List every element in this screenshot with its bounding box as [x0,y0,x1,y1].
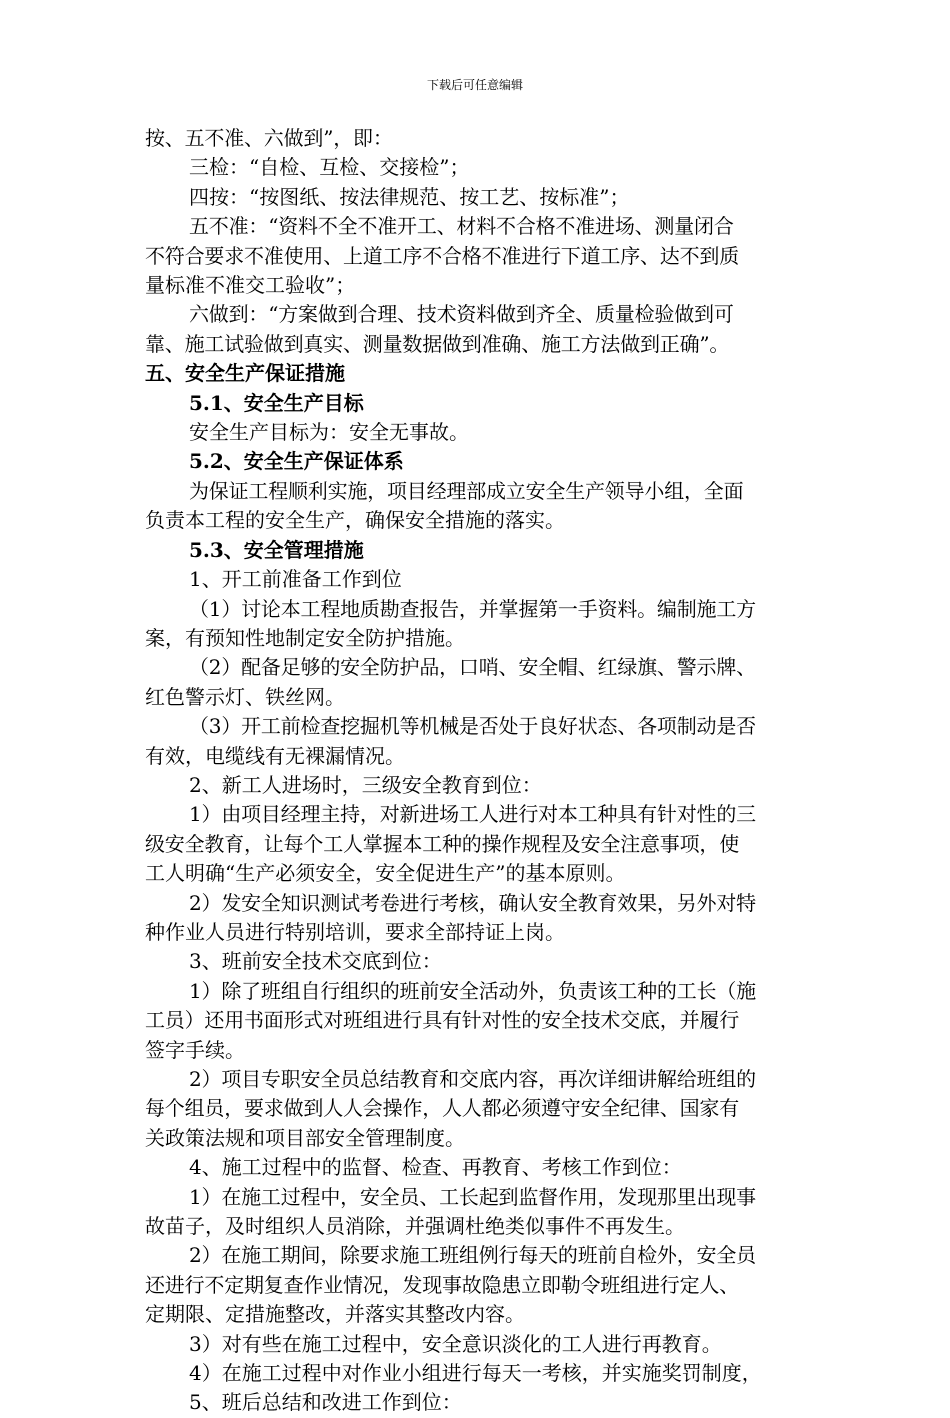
paragraph-line: 故苗子，及时组织人员消除，并强调杜绝类似事件不再发生。 [145,1214,685,1239]
paragraph-line: 工员）还用书面形式对班组进行具有针对性的安全技术交底，并履行 [145,1008,739,1033]
paragraph-line: 靠、施工试验做到真实、测量数据做到准确、施工方法做到正确”。 [145,331,730,356]
paragraph-line: 2）发安全知识测试考卷进行考核，确认安全教育效果，另外对特 [189,890,756,915]
subsection-heading: 5.1、安全生产目标 [189,390,364,415]
paragraph-line: （3）开工前检查挖掘机等机械是否处于良好状态、各项制动是否 [189,714,756,739]
paragraph-line: 按、五不准、六做到”，即： [145,126,393,150]
paragraph-line: 五不准：“资料不全不准开工、材料不合格不准进场、测量闭合 [189,214,734,239]
paragraph-line: 安全生产目标为：安全无事故。 [189,420,469,445]
paragraph-line: 1）由项目经理主持，对新进场工人进行对本工种具有针对性的三 [189,802,756,827]
paragraph-line: 关政策法规和项目部安全管理制度。 [145,1125,465,1150]
paragraph-line: 4）在施工过程中对作业小组进行每天一考核，并实施奖罚制度， [189,1361,762,1386]
paragraph-line: 3、班前安全技术交底到位： [189,949,442,974]
paragraph-line: 有效，电缆线有无裸漏情况。 [145,743,405,768]
paragraph-line: 不符合要求不准使用、上道工序不合格不准进行下道工序、达不到质 [145,243,739,268]
paragraph-line: 4、施工过程中的监督、检查、再教育、考核工作到位： [189,1155,682,1180]
paragraph-line: 1、开工前准备工作到位 [189,567,402,592]
paragraph-line: 2）项目专职安全员总结教育和交底内容，再次详细讲解给班组的 [189,1067,756,1091]
paragraph-line: 1）除了班组自行组织的班前安全活动外，负责该工种的工长（施 [189,978,756,1003]
paragraph-line: 三检：“自检、互检、交接检”； [189,155,470,180]
document-body [145,124,835,1418]
paragraph-line: 还进行不定期复查作业情况，发现事故隐患立即勒令班组进行定人、 [145,1272,739,1297]
paragraph-line: （2）配备足够的安全防护品，口哨、安全帽、红绿旗、警示牌、 [189,655,756,680]
paragraph-line: 3）对有些在施工过程中，安全意识淡化的工人进行再教育。 [189,1331,722,1356]
section-heading: 五、安全生产保证措施 [145,361,345,386]
paragraph-line: 工人明确“生产必须安全，安全促进生产”的基本原则。 [145,861,626,886]
paragraph-line: 为保证工程顺利实施，项目经理部成立安全生产领导小组，全面 [189,478,744,503]
paragraph-line: 量标准不准交工验收”； [145,273,356,298]
subsection-heading: 5.3、安全管理措施 [189,537,364,562]
paragraph-line: 每个组员，要求做到人人会操作，人人都必须遵守安全纪律、国家有 [145,1096,739,1121]
paragraph-line: 定期限、定措施整改，并落实其整改内容。 [145,1302,525,1327]
paragraph-line: 5、班后总结和改进工作到位： [189,1390,462,1415]
paragraph-line: 2）在施工期间，除要求施工班组例行每天的班前自检外，安全员 [189,1243,756,1268]
paragraph-line: 负责本工程的安全生产，确保安全措施的落实。 [145,508,565,533]
paragraph-line: 种作业人员进行特别培训，要求全部持证上岗。 [145,919,565,944]
paragraph-line: 签字手续。 [145,1037,245,1062]
paragraph-line: 案，有预知性地制定安全防护措施。 [145,625,465,650]
paragraph-line: 六做到：“方案做到合理、技术资料做到齐全、质量检验做到可 [189,302,734,327]
paragraph-line: 1）在施工过程中，安全员、工长起到监督作用，发现那里出现事 [189,1184,756,1209]
paragraph-line: 级安全教育，让每个工人掌握本工种的操作规程及安全注意事项，使 [145,831,739,856]
paragraph-line: 四按：“按图纸、按法律规范、按工艺、按标准”； [189,184,630,209]
paragraph-line: 2、新工人进场时，三级安全教育到位： [189,772,542,797]
paragraph-line: 红色警示灯、铁丝网。 [145,684,345,709]
paragraph-line: （1）讨论本工程地质勘查报告，并掌握第一手资料。编制施工方 [189,596,756,621]
page-header-note: 下载后可任意编辑 [426,78,523,92]
subsection-heading: 5.2、安全生产保证体系 [189,449,404,474]
